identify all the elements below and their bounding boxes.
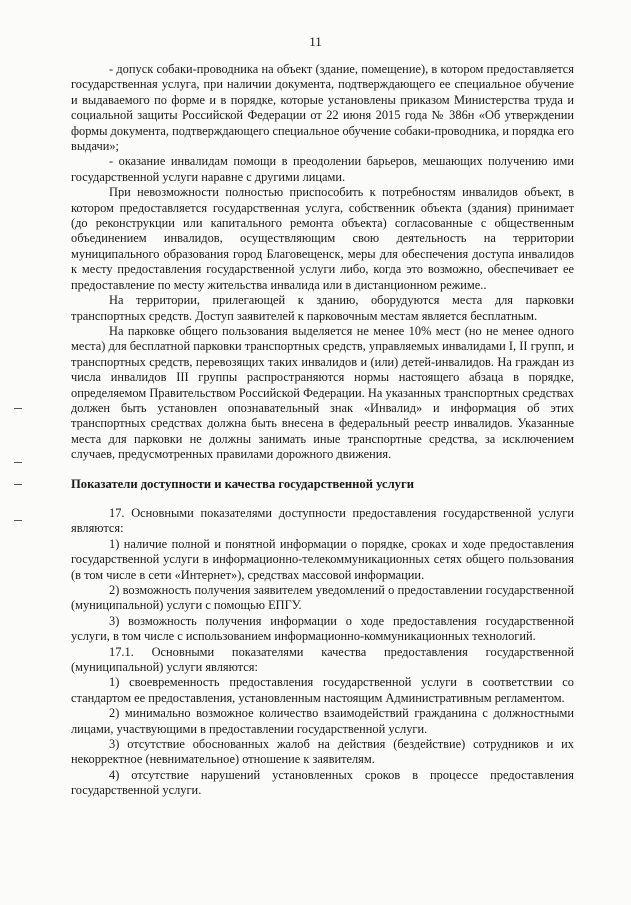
margin-mark [14, 408, 22, 409]
paragraph: 4) отсутствие нарушений установленных сроков в процессе предоставления государственной услуги. [71, 767, 574, 798]
document-body [71, 62, 574, 799]
paragraph: 2) возможность получения заявителем уведомлений о предоставлении государственной (муниципальной) услуги с помощью ЕПГУ. [71, 583, 574, 613]
paragraph: На территории, прилегающей к зданию, оборудуются места для парковки транспортных средств. Доступ заявителей к парковочным местам является бесплатным. [71, 293, 574, 323]
paragraph: 3) возможность получения информации о ходе предоставления государственной услуги, в том числе с использованием информационно-коммуникационных технологий. [71, 613, 574, 644]
paragraph: 2) минимально возможное количество взаимодействий гражданина с должностными лицами, участвующими в предоставлении государственной услуги. [71, 706, 574, 736]
page-number: 11 [309, 34, 322, 49]
paragraph: - оказание инвалидам помощи в преодолении барьеров, мешающих получению ими государственной услуги наравне с другими лицами. [71, 154, 574, 184]
paragraph: 1) своевременность предоставления государственной услуги в соответствии со стандартом ее предоставления, установленным настоящим Административным регламентом. [71, 675, 574, 705]
margin-mark [14, 484, 22, 485]
paragraph: 1) наличие полной и понятной информации о порядке, сроках и ходе предоставления государственной услуги в информационно-телекоммуникационных сетях общего пользования (в том числе в сети «Интернет»), средствах массовой информации. [71, 536, 574, 582]
margin-mark [14, 462, 22, 463]
paragraph: - допуск собаки-проводника на объект (здание, помещение), в котором предоставляется государственная услуга, при наличии документа, подтверждающего ее специальное обучение и выдаваемого по форме и в порядке, которые установлены приказом Министерства труда и социальной защиты Российской Федерации от 22 июня 2015 года № 386н «Об утверждении формы документа, подтверждающего специальное обучение собаки-проводника, и порядка его выдачи»; [71, 62, 574, 154]
paragraph: При невозможности полностью приспособить к потребностям инвалидов объект, в котором предоставляется государственная услуга, собственник объекта (здания) принимает (до реконструкции или капитального ремонта объекта) согласованные с общественным объединением инвалидов, осуществляющим свою деятельность на территории муниципального образования город Благовещенск, меры для обеспечения доступа инвалидов к месту предоставления государственной услуги либо, когда это возможно, обеспечивает ее предоставление по месту жительства инвалида или в дистанционном режиме.. [71, 185, 574, 292]
paragraph: 17.1. Основными показателями качества предоставления государственной (муниципальной) услуги являются: [71, 644, 574, 675]
paragraph: 17. Основными показателями доступности предоставления государственной услуги являются: [71, 505, 574, 536]
paragraph: На парковке общего пользования выделяется не менее 10% мест (но не менее одного места) для бесплатной парковки транспортных средств, управляемых инвалидами I, II групп, и транспортных средств, перевозящих таких инвалидов и (или) детей-инвалидов. На граждан из числа инвалидов III группы распространяются нормы настоящего абзаца в порядке, определяемом Правительством Российской Федерации. На указанных транспортных средствах должен быть установлен опознавательный знак «Инвалид» и информация об этих транспортных средствах должна быть внесена в федеральный реестр инвалидов. Указанные места для парковки не должны занимать иные транспортные средства, за исключением случаев, предусмотренных правилами дорожного движения. [71, 323, 574, 462]
paragraph: 3) отсутствие обоснованных жалоб на действия (бездействие) сотрудников и их некорректное (невнимательное) отношение к заявителям. [71, 737, 574, 767]
margin-mark [14, 520, 22, 521]
section-heading: Показатели доступности и качества государственной услуги [71, 476, 414, 491]
